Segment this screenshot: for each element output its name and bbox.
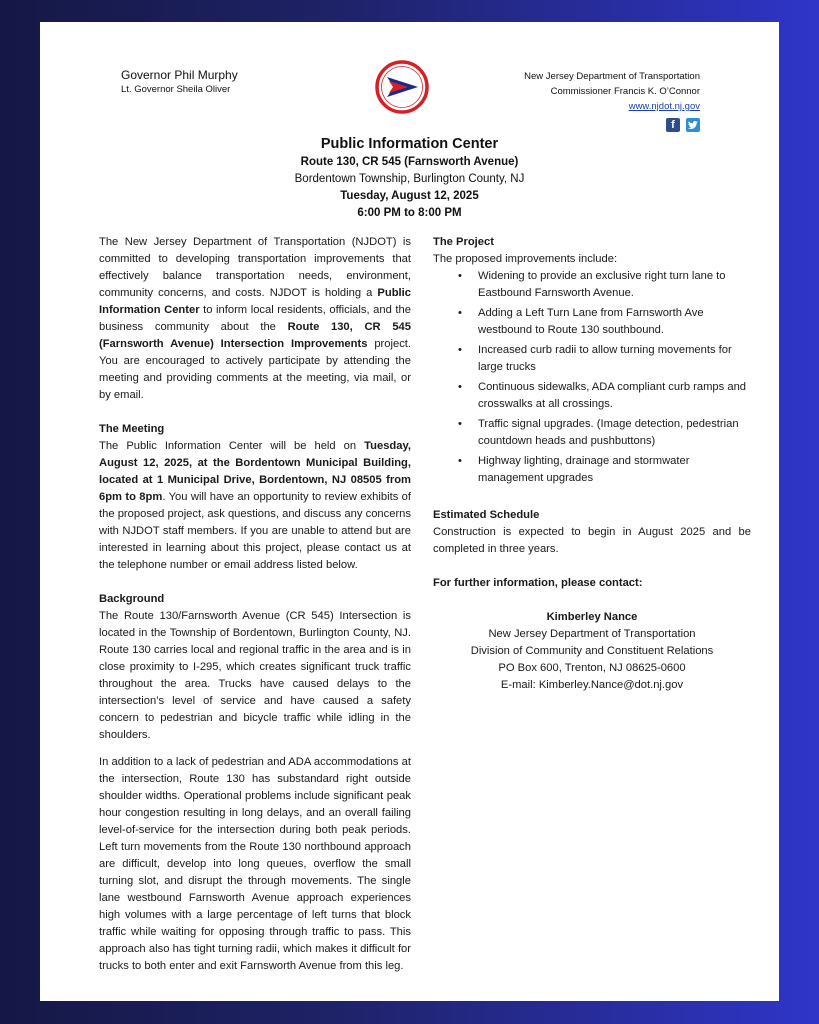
contact-address: PO Box 600, Trenton, NJ 08625-0600	[498, 662, 686, 674]
schedule-heading: Estimated Schedule	[433, 509, 540, 521]
project-intro: The proposed improvements include:	[433, 253, 618, 265]
meeting-paragraph	[99, 438, 411, 574]
contact-heading: For further information, please contact:	[433, 577, 643, 589]
list-item: • Highway lighting, drainage and stormwater management upgrades	[458, 453, 751, 487]
meeting-time: 6:00 PM to 8:00 PM	[357, 207, 462, 219]
website-link[interactable]: www.njdot.nj.gov	[628, 101, 700, 112]
intro-text-3: project. You are encouraged to actively participate by attending the meeting and providing comments at the meeting, via mail, or by email.	[99, 338, 412, 401]
list-item: • Traffic signal upgrades. (Image detection, pedestrian countdown heads and pushbuttons)	[458, 416, 751, 450]
lt-governor-name: Lt. Governor Sheila Oliver	[121, 84, 231, 95]
background-paragraph-1: The Route 130/Farnsworth Avenue (CR 545) Intersection is located in the Township of Bordentown, Burlington County, NJ. Route 130 carries local and regional traffic in the area and is in close proximity to I-295, which creates significant truck traffic throughout the area. Trucks have caused delays to the intersection’s level of service and have caused a safety concern to pedestrian and bicycle traffic while idling in the shoulders.	[99, 610, 411, 741]
list-item: • Increased curb radii to allow turning movements for large trucks	[458, 342, 751, 376]
commissioner-name: Commissioner Francis K. O’Connor	[550, 86, 700, 97]
intro-paragraph	[99, 234, 411, 404]
governor-block	[121, 68, 238, 95]
contact-division: Division of Community and Constituent Relations	[470, 645, 714, 657]
intro-text-1: The New Jersey Department of Transportation (NJDOT) is committed to developing transportation improvements that effectively balance transportation needs, environment, community concerns, and costs. NJDOT is holding a	[99, 236, 411, 299]
list-item: • Continuous sidewalks, ADA compliant curb ramps and crosswalks at all crossings.	[458, 379, 751, 413]
intro-bold-1: Public Information Center	[99, 287, 411, 316]
right-column	[433, 234, 751, 694]
list-item: • Widening to provide an exclusive right turn lane to Eastbound Farnsworth Avenue.	[458, 268, 751, 302]
meeting-bold: Tuesday, August 12, 2025, at the Bordentown Municipal Building, located at 1 Municipal Drive, Bordentown, NJ 08505 from 6pm to 8pm	[99, 440, 411, 503]
contact-email[interactable]: E-mail: Kimberley.Nance@dot.nj.gov	[500, 679, 684, 691]
project-heading: The Project	[433, 236, 494, 248]
meeting-date: Tuesday, August 12, 2025	[340, 190, 479, 202]
project-name: Route 130, CR 545 (Farnsworth Avenue)	[300, 156, 519, 168]
meeting-text-1: The Public Information Center will be held on	[99, 440, 365, 452]
social-icons	[524, 118, 700, 132]
intro-bold-2: Route 130, CR 545 (Farnsworth Avenue) Intersection Improvements	[99, 321, 411, 350]
agency-name: New Jersey Department of Transportation	[524, 71, 700, 82]
schedule-text: Construction is expected to begin in August 2025 and be completed in three years.	[433, 526, 751, 555]
njdot-logo-icon	[375, 60, 429, 114]
meeting-heading: The Meeting	[99, 423, 165, 435]
project-location: Bordentown Township, Burlington County, NJ	[294, 173, 525, 185]
facebook-icon[interactable]: f	[666, 118, 680, 132]
background-paragraph-2: In addition to a lack of pedestrian and ADA accommodations at the intersection, Route 130 has substandard right outside shoulder widths. Operational problems include significant peak hour congestion resulting in long delays, and an overall failing level-of-service for the intersection during both peak periods. Left turn movements from the Route 130 northbound approach are difficult, develop into long queues, overflow the small turning slot, and disrupt the through movements. The single lane westbound Farnsworth Avenue approach experiences high volumes with a large percentage of left turns that block traffic while waiting for opposing through traffic to pass. This approach also has tight turning radii, which makes it difficult for trucks to both enter and exit Farnsworth Avenue from this leg.	[99, 756, 411, 972]
agency-block	[524, 69, 700, 132]
background-heading: Background	[99, 593, 165, 605]
intro-text-2: to inform local residents, officials, and the business community about the	[99, 304, 411, 333]
page-title: Public Information Center	[320, 136, 499, 152]
title-block	[40, 134, 779, 222]
contact-name: Kimberley Nance	[546, 611, 638, 623]
improvements-list	[433, 268, 751, 487]
twitter-icon[interactable]	[686, 118, 700, 132]
contact-org: New Jersey Department of Transportation	[488, 628, 696, 640]
document-page	[40, 22, 779, 1001]
governor-name: Governor Phil Murphy	[121, 68, 238, 82]
list-item: • Adding a Left Turn Lane from Farnsworth Ave westbound to Route 130 southbound.	[458, 305, 751, 339]
contact-block	[433, 609, 751, 694]
left-column	[99, 234, 411, 975]
meeting-text-2: . You will have an opportunity to review exhibits of the proposed project, ask questions, and discuss any concerns with NJDOT staff members. If you are unable to attend but are interested in learning about this project, please contact us at the telephone number or email address listed below.	[99, 491, 411, 571]
